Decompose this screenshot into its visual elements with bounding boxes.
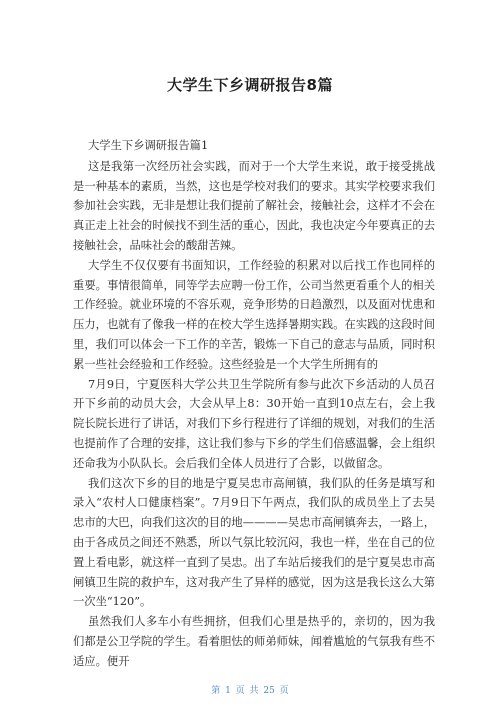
document-title: 大学生下乡调研报告8篇 [167,76,333,94]
paragraph: 我们这次下乡的目的地是宁夏吴忠市高闸镇，我们队的任务是填写和录入“农村人口健康档案”。7月9日下午两点，我们队的成员坐上了去吴忠市的大巴，向我们这次的目的地————吴忠市高闸镇奔去，一路上，由于各成员之间还不熟悉，所以气氛比较沉闷，我也一样，坐在自己的位置上看电影，就这样一直到了吴忠。出了车站后接我们的是宁夏吴忠市高闸镇卫生院的救护车，这对我产生了异样的感觉，因为这是我长这么大第一次坐“120”。 [73,476,435,609]
paragraph: 虽然我们人多车小有些拥挤，但我们心里是热乎的，亲切的，因为我们都是公卫学院的学生。看着胆怯的师弟师妹，闻着尴尬的气氛我有些不适应。便开 [73,615,435,668]
paragraph: 这是我第一次经历社会实践，而对于一个大学生来说，敢于接受挑战是一种基本的素质，当然，这也是学校对我们的要求。其实学校要求我们参加社会实践，无非是想让我们提前了解社会，接触社会，这样才不会在真正走上社会的时候找不到生活的重心，因此，我也决定今年要真正的去接触社会，品味社会的酸甜苦辣。 [73,159,435,252]
document-body [73,136,435,672]
paragraph: 7月9日，宁夏医科大学公共卫生学院所有参与此次下乡活动的人员召开下乡前的动员大会，大会从早上8：30开始一直到10点左右，会上我院长院长进行了讲话，对我们下乡行程进行了详细的规划，对我们的生活也提前作了合理的安排，这让我们参与下乡的学生们倍感温馨，会上组织还命我为小队队长。会后我们全体人员进行了合影，以做留念。 [73,377,435,470]
page-indicator: 第 1 页 共 25 页 [211,686,289,696]
section-heading: 大学生下乡调研报告篇1 [88,139,209,152]
paragraph: 大学生不仅仅要有书面知识，工作经验的积累对以后找工作也同样的重要。事情很简单，同等学去应聘一份工作，公司当然更看重个人的相关工作经验。就业环境的不容乐观，竞争形势的日趋激烈，以及面对忧患和压力，也就有了像我一样的在校大学生选择暑期实践。在实践的这段时间里，我们可以体会一下工作的辛苦，锻炼一下自己的意志与品质，同时积累一些社会经验和工作经验。这些经验是一个大学生所拥有的 [73,258,435,371]
